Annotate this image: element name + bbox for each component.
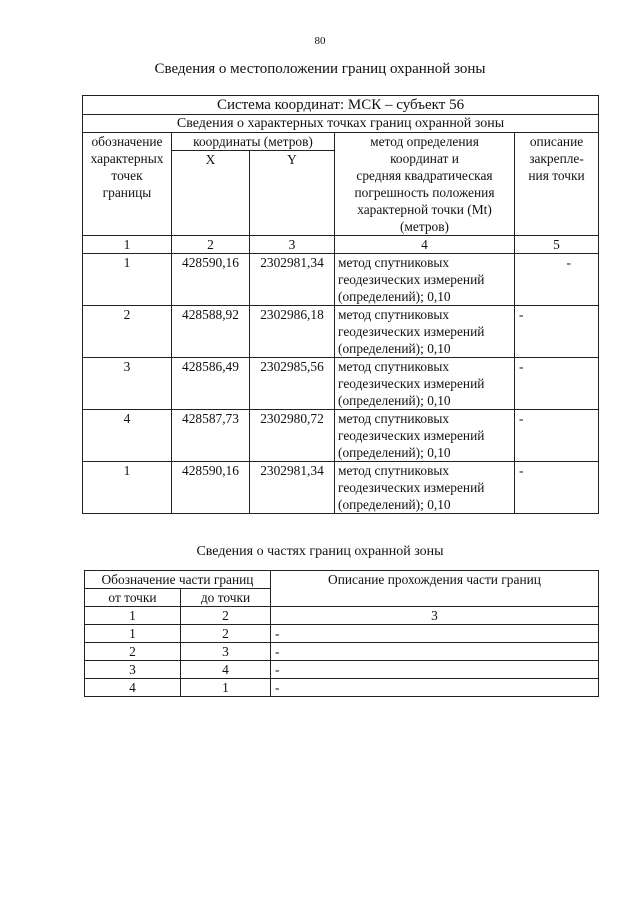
method-line: геодезических измерений bbox=[338, 480, 485, 495]
point-cell: 1 bbox=[83, 462, 172, 514]
method-line: геодезических измерений bbox=[338, 324, 485, 339]
x-cell: 428586,49 bbox=[172, 358, 250, 410]
header-part: Обозначение части границ bbox=[85, 571, 271, 589]
header-coords: координаты (метров) bbox=[172, 133, 335, 151]
to-cell: 4 bbox=[181, 661, 271, 679]
point-cell: 2 bbox=[83, 306, 172, 358]
method-line: метод спутниковых bbox=[338, 255, 450, 270]
header-desc-line: закрепле- bbox=[529, 151, 584, 166]
table-row bbox=[83, 410, 599, 462]
desc-cell: - bbox=[515, 358, 599, 410]
method-line: геодезических измерений bbox=[338, 376, 485, 391]
x-cell: 428588,92 bbox=[172, 306, 250, 358]
method-cell bbox=[335, 306, 515, 358]
table-row bbox=[85, 625, 599, 643]
header-point-line: границы bbox=[102, 185, 152, 200]
y-cell: 2302980,72 bbox=[250, 410, 335, 462]
subtitle-cell: Сведения о характерных точках границ охранной зоны bbox=[83, 115, 599, 133]
table-row bbox=[83, 254, 599, 306]
header-method-line: (метров) bbox=[399, 219, 450, 234]
column-number-row bbox=[83, 236, 599, 254]
desc-cell: - bbox=[515, 254, 599, 306]
section-title-location: Сведения о местоположении границ охранной зоны bbox=[154, 61, 486, 77]
header-desc-line: описание bbox=[529, 134, 584, 149]
header-desc: Описание прохождения части границ bbox=[271, 571, 599, 607]
col-num: 3 bbox=[250, 236, 335, 254]
col-num: 2 bbox=[181, 607, 271, 625]
header-desc-line: ния точки bbox=[528, 168, 585, 183]
col-num: 1 bbox=[85, 607, 181, 625]
to-cell: 3 bbox=[181, 643, 271, 661]
y-cell: 2302986,18 bbox=[250, 306, 335, 358]
point-cell: 3 bbox=[83, 358, 172, 410]
header-x: X bbox=[172, 151, 250, 236]
table-row bbox=[85, 661, 599, 679]
desc-cell: - bbox=[515, 410, 599, 462]
header-row bbox=[85, 571, 599, 589]
subtitle-row bbox=[83, 115, 599, 133]
method-line: метод спутниковых bbox=[338, 463, 450, 478]
desc-cell: - bbox=[271, 661, 599, 679]
col-num: 5 bbox=[515, 236, 599, 254]
method-cell bbox=[335, 462, 515, 514]
desc-cell: - bbox=[271, 643, 599, 661]
desc-cell: - bbox=[271, 625, 599, 643]
y-cell: 2302981,34 bbox=[250, 462, 335, 514]
page-number: 80 bbox=[314, 35, 326, 47]
table-row bbox=[83, 358, 599, 410]
x-cell: 428590,16 bbox=[172, 254, 250, 306]
point-cell: 4 bbox=[83, 410, 172, 462]
method-cell bbox=[335, 358, 515, 410]
from-cell: 4 bbox=[85, 679, 181, 697]
desc-cell: - bbox=[515, 462, 599, 514]
method-line: (определений); 0,10 bbox=[338, 289, 451, 304]
method-line: метод спутниковых bbox=[338, 307, 450, 322]
header-method bbox=[335, 133, 515, 236]
col-num: 3 bbox=[271, 607, 599, 625]
method-line: геодезических измерений bbox=[338, 428, 485, 443]
header-method-line: характерной точки (Mt) bbox=[357, 202, 492, 217]
from-cell: 3 bbox=[85, 661, 181, 679]
method-line: (определений); 0,10 bbox=[338, 341, 451, 356]
method-line: (определений); 0,10 bbox=[338, 445, 451, 460]
method-cell bbox=[335, 410, 515, 462]
header-method-line: координат и bbox=[390, 151, 459, 166]
desc-cell: - bbox=[515, 306, 599, 358]
section-title-parts: Сведения о частях границ охранной зоны bbox=[196, 544, 444, 559]
from-cell: 2 bbox=[85, 643, 181, 661]
col-num: 2 bbox=[172, 236, 250, 254]
table-row bbox=[85, 679, 599, 697]
header-from: от точки bbox=[85, 589, 181, 607]
method-line: геодезических измерений bbox=[338, 272, 485, 287]
column-number-row bbox=[85, 607, 599, 625]
to-cell: 1 bbox=[181, 679, 271, 697]
method-line: метод спутниковых bbox=[338, 411, 450, 426]
y-cell: 2302985,56 bbox=[250, 358, 335, 410]
header-point-line: точек bbox=[111, 168, 143, 183]
method-line: (определений); 0,10 bbox=[338, 393, 451, 408]
point-cell: 1 bbox=[83, 254, 172, 306]
col-num: 1 bbox=[83, 236, 172, 254]
header-to: до точки bbox=[181, 589, 271, 607]
header-method-line: средняя квадратическая bbox=[356, 168, 493, 183]
desc-cell: - bbox=[271, 679, 599, 697]
method-line: метод спутниковых bbox=[338, 359, 450, 374]
header-point-line: характерных bbox=[90, 151, 164, 166]
col-num: 4 bbox=[335, 236, 515, 254]
table-row bbox=[83, 306, 599, 358]
coordinate-system-cell: Система координат: МСК – субъект 56 bbox=[83, 96, 599, 115]
method-cell bbox=[335, 254, 515, 306]
y-cell: 2302981,34 bbox=[250, 254, 335, 306]
table-row bbox=[83, 462, 599, 514]
header-point-line: обозначение bbox=[91, 134, 163, 149]
header-row bbox=[83, 133, 599, 151]
from-cell: 1 bbox=[85, 625, 181, 643]
header-desc bbox=[515, 133, 599, 236]
header-y: Y bbox=[250, 151, 335, 236]
coordinate-system-row bbox=[83, 96, 599, 115]
to-cell: 2 bbox=[181, 625, 271, 643]
boundary-parts-table bbox=[84, 570, 599, 697]
method-line: (определений); 0,10 bbox=[338, 497, 451, 512]
table-row bbox=[85, 643, 599, 661]
header-point bbox=[83, 133, 172, 236]
characteristic-points-table bbox=[82, 95, 599, 514]
x-cell: 428590,16 bbox=[172, 462, 250, 514]
x-cell: 428587,73 bbox=[172, 410, 250, 462]
header-method-line: метод определения bbox=[370, 134, 479, 149]
header-method-line: погрешность положения bbox=[354, 185, 495, 200]
